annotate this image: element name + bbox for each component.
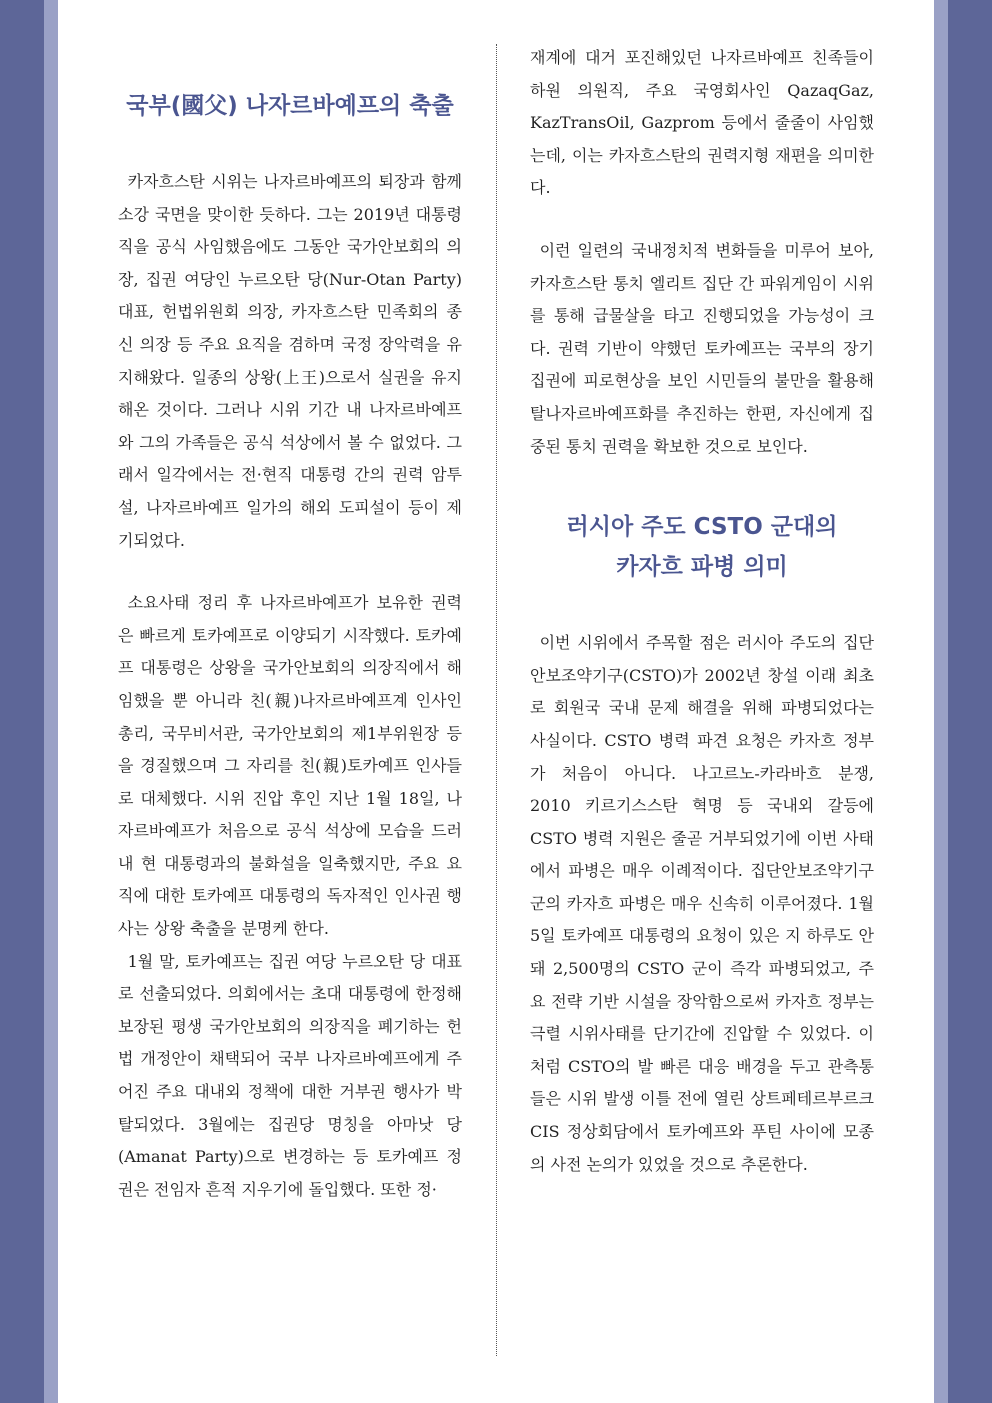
paragraph: 재계에 대거 포진해있던 나자르바예프 친족들이 하원 의원직, 주요 국영회사인 QazaqGaz, KazTransOil, Gazprom 등에서 줄줄이 사임했는데, 이는 카자흐스탄의 권력지형 재편을 의미한다. [530,48,874,198]
right-column [530,42,874,1181]
paragraph: 이번 시위에서 주목할 점은 러시아 주도의 집단안보조약기구(CSTO)가 2002년 창설 이래 최초로 회원국 국내 문제 해결을 위해 파병되었다는 사실이다. CSTO 병력 파견 요청은 카자흐 정부가 처음이 아니다. 나고르노-카라바흐 분쟁, 2010 키르기스스탄 혁명 등 국내외 갈등에 CSTO 병력 지원은 줄곧 거부되었기에 이번 사태에서 파병은 매우 이례적이다. 집단안보조약기구군의 카자흐 파병은 매우 신속히 이루어졌다. 1월 5일 토카예프 대통령의 요청이 있은 지 하루도 안 돼 2,500명의 CSTO 군이 즉각 파병되었고, 주요 전략 기반 시설을 장악함으로써 카자흐 정부는 극렬 시위사태를 단기간에 진압할 수 있었다. 이처럼 CSTO의 발 빠른 대응 배경을 두고 관측통들은 시위 발생 이틀 전에 열린 상트페테르부르크 CIS 정상회담에서 토카예프와 푸틴 사이에 모종의 사전 논의가 있었을 것으로 추론한다. [530,633,874,1174]
paragraph: 소요사태 정리 후 나자르바예프가 보유한 권력은 빠르게 토카예프로 이양되기 시작했다. 토카예프 대통령은 상왕을 국가안보회의 의장직에서 해임했을 뿐 아니라 친(親)나자르바예프계 인사인 총리, 국무비서관, 국가안보회의 제1부위원장 등을 경질했으며 그 자리를 친(親)토카예프 인사들로 대체했다. 시위 진압 후인 지난 1월 18일, 나자르바예프가 처음으로 공식 석상에 모습을 드러내 현 대통령과의 불화설을 일축했지만, 주요 요직에 대한 토카예프 대통령의 독자적인 인사권 행사는 상왕 축출을 분명케 한다. [118,593,462,939]
section-heading-nazarbayev: 국부(國父) 나자르바예프의 축출 [126,93,454,119]
left-margin-band-light [44,0,58,1403]
left-column [118,86,462,1206]
right-margin-band-dark [948,0,992,1403]
paragraph: 이런 일련의 국내정치적 변화들을 미루어 보아, 카자흐스탄 통치 엘리트 집단 간 파워게임이 시위를 통해 급물살을 타고 진행되었을 가능성이 크다. 권력 기반이 약했던 토카예프는 국부의 장기집권에 피로현상을 보인 시민들의 불만을 활용해 탈나자르바예프화를 추진하는 한편, 자신에게 집중된 통치 권력을 확보한 것으로 보인다. [530,240,874,456]
left-margin-band-dark [0,0,44,1403]
section-heading-csto-line1: 러시아 주도 CSTO 군대의 [566,514,838,541]
right-margin-band-light [934,0,948,1403]
section-heading-csto-line2: 카자흐 파병 의미 [616,554,788,581]
paragraph: 카자흐스탄 시위는 나자르바예프의 퇴장과 함께 소강 국면을 맞이한 듯하다. 그는 2019년 대통령직을 공식 사임했음에도 그동안 국가안보회의 의장, 집권 여당인 누르오탄 당(Nur-Otan Party) 대표, 헌법위원회 의장, 카자흐스탄 민족회의 종신 의장 등 주요 요직을 겸하며 국정 장악력을 유지해왔다. 일종의 상왕(上王)으로서 실권을 유지해온 것이다. 그러나 시위 기간 내 나자르바예프와 그의 가족들은 공식 석상에서 볼 수 없었다. 그래서 일각에서는 전·현직 대통령 간의 권력 암투설, 나자르바예프 일가의 해외 도피설이 등이 제기되었다. [118,172,462,550]
column-divider [496,44,497,1356]
paragraph: 1월 말, 토카예프는 집권 여당 누르오탄 당 대표로 선출되었다. 의회에서는 초대 대통령에 한정해 보장된 평생 국가안보회의 의장직을 폐기하는 헌법 개정안이 채택되어 국부 나자르바예프에게 주어진 주요 대내외 정책에 대한 거부권 행사가 박탈되었다. 3월에는 집권당 명칭을 아마낫 당(Amanat Party)으로 변경하는 등 토카예프 정권은 전임자 흔적 지우기에 돌입했다. 또한 정· [118,951,462,1199]
